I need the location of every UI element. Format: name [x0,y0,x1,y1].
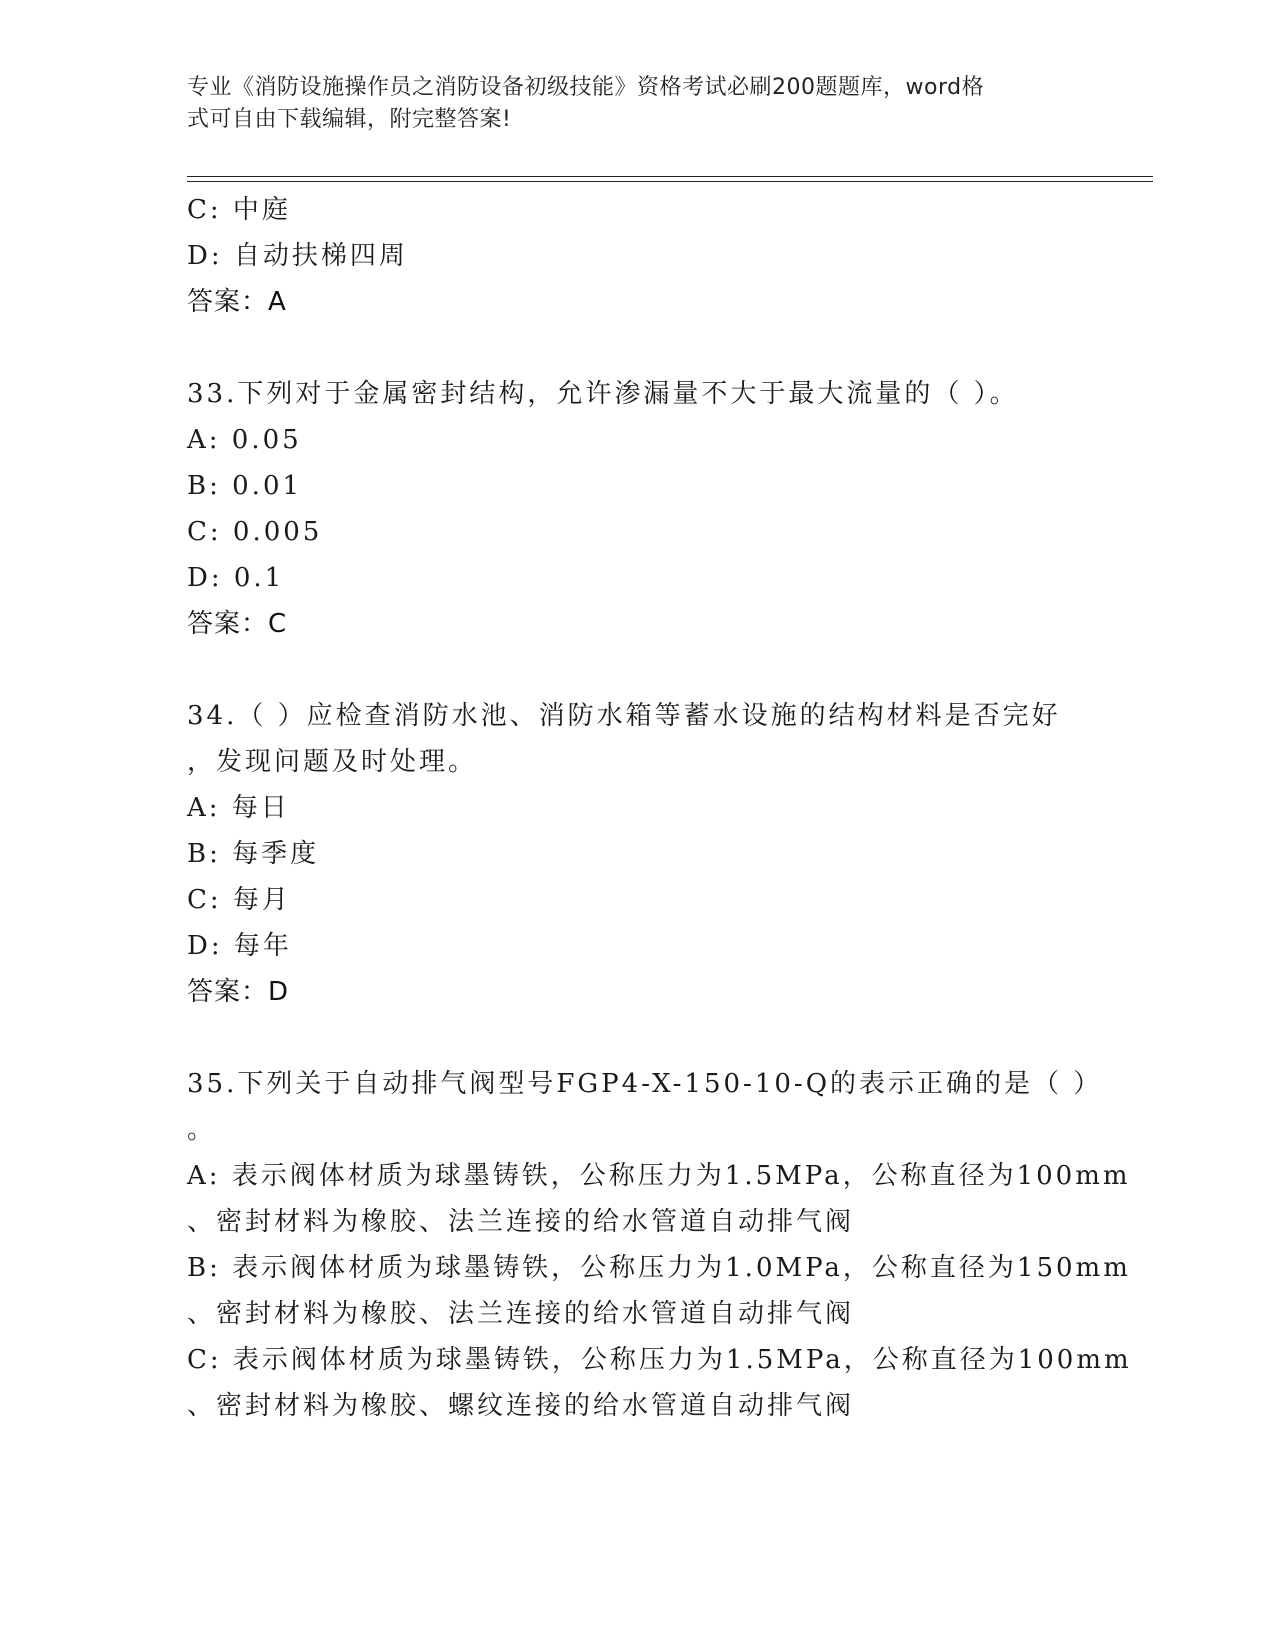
answer-line: 答案：A [187,287,287,317]
question-content [187,187,1132,1429]
option-d: D: 每年 [187,931,292,961]
option-c-continued: 、密封材料为橡胶、螺纹连接的给水管道自动排气阀 [187,1391,855,1421]
option-b: B: 表示阀体材质为球墨铸铁，公称压力为1.0MPa，公称直径为150mm [187,1253,1131,1283]
document-header [187,72,1067,136]
option-a-continued: 、密封材料为橡胶、法兰连接的给水管道自动排气阀 [187,1207,855,1237]
question-stem: 34.（ ）应检查消防水池、消防水箱等蓄水设施的结构材料是否完好 [187,701,1061,731]
option-d: D: 0.1 [187,563,285,593]
option-d: D: 自动扶梯四周 [187,241,408,271]
spacer [187,647,1087,693]
question-stem-continued: ，发现问题及时处理。 [187,747,478,777]
answer-line: 答案：D [187,977,290,1007]
answer-line: 答案：C [187,609,288,639]
option-b-continued: 、密封材料为橡胶、法兰连接的给水管道自动排气阀 [187,1299,855,1329]
option-a: A: 每日 [187,793,290,823]
spacer [187,325,1087,371]
option-b: B: 每季度 [187,839,320,869]
question-35 [187,1061,1132,1429]
question-33 [187,371,1087,647]
question-stem: 33.下列对于金属密封结构，允许渗漏量不大于最大流量的（ ）。 [187,379,1019,409]
header-line-1: 专业《消防设施操作员之消防设备初级技能》资格考试必刷200题题库，word格 [187,75,985,100]
option-b: B: 0.01 [187,471,303,501]
option-c: C: 每月 [187,885,291,915]
header-divider-bottom [187,181,1153,182]
option-c: C: 0.005 [187,517,323,547]
question-stem: 35.下列关于自动排气阀型号FGP4-X-150-10-Q的表示正确的是（ ） [187,1069,1103,1099]
header-line-2: 式可自由下载编辑，附完整答案! [187,107,512,132]
question-stem-continued: 。 [187,1115,217,1145]
option-a: A: 0.05 [187,425,302,455]
question-32-continuation [187,187,1087,325]
header-divider-top [187,176,1153,177]
question-34 [187,693,1087,1015]
option-c: C: 中庭 [187,195,291,225]
option-c: C: 表示阀体材质为球墨铸铁，公称压力为1.5MPa，公称直径为100mm [187,1345,1132,1375]
spacer [187,1015,1087,1061]
option-a: A: 表示阀体材质为球墨铸铁，公称压力为1.5MPa，公称直径为100mm [187,1161,1131,1191]
